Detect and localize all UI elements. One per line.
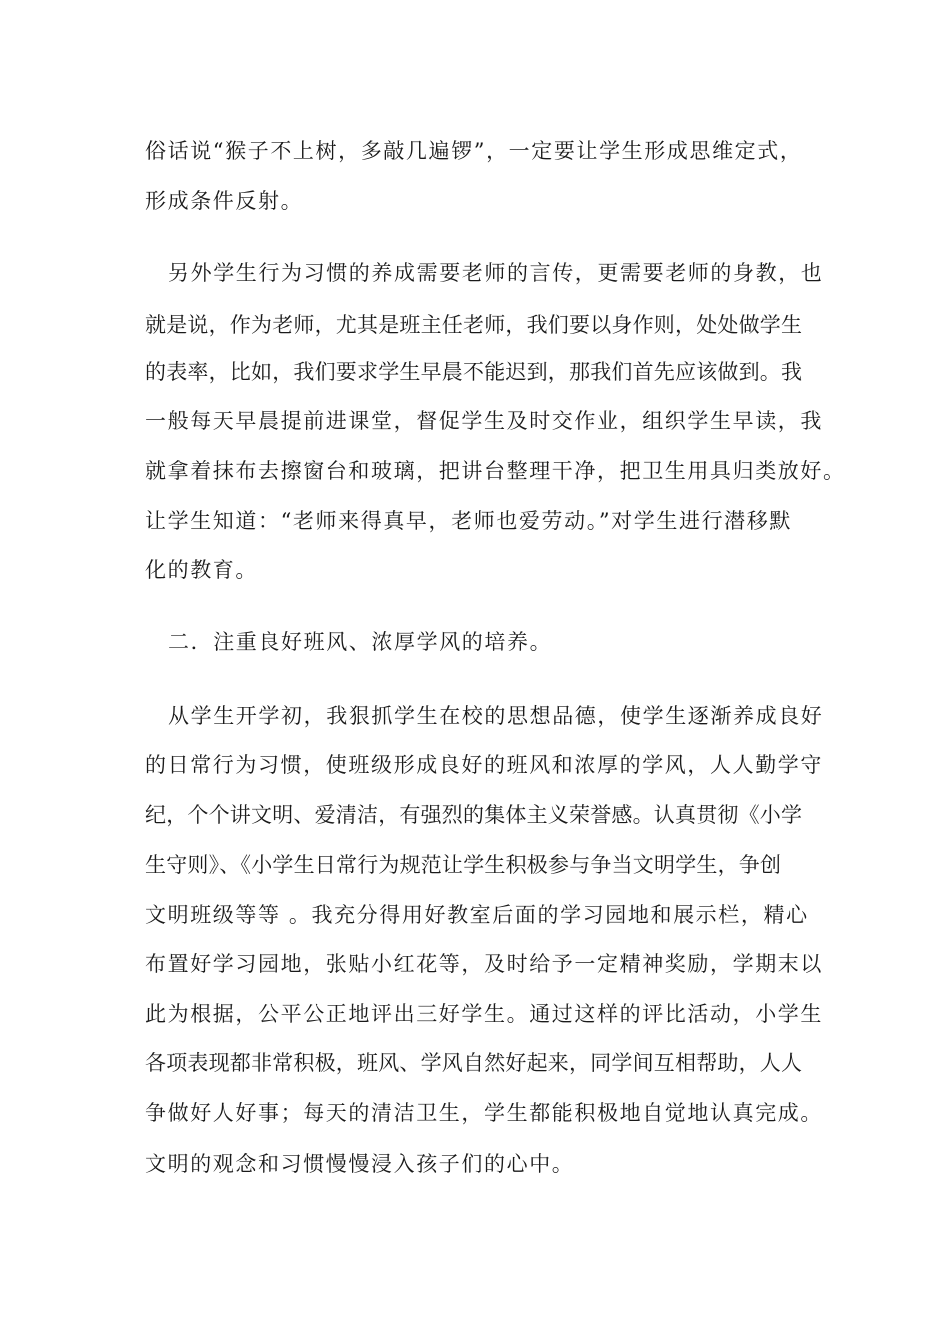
paragraph-3-line-1: 从学生开学初，我狠抓学生在校的思想品德，使学生逐渐养成良好 (168, 704, 824, 728)
section-heading: 二．注重良好班风、浓厚学风的培养。 (168, 630, 553, 654)
paragraph-3-line-2: 的日常行为习惯，使班级形成良好的班风和浓厚的学风，人人勤学守 (145, 753, 823, 777)
paragraph-2-line-2: 就是说，作为老师，尤其是班主任老师，我们要以身作则，处处做学生 (145, 313, 803, 337)
paragraph-3-line-7: 此为根据，公平公正地评出三好学生。通过这样的评比活动，小学生 (145, 1002, 823, 1026)
paragraph-3-line-4: 生守则》、《小学生日常行为规范让学生积极参与争当文明学生，争创 (145, 853, 782, 877)
paragraph-3-line-9: 争做好人好事；每天的清洁卫生，学生都能积极地自觉地认真完成。 (145, 1101, 823, 1125)
paragraph-2-line-7: 化的教育。 (145, 558, 258, 582)
paragraph-1-line-1: 俗话说“猴子不上树，多敲几遍锣”，一定要让学生形成思维定式， (145, 139, 803, 163)
paragraph-3-line-10: 文明的观念和习惯慢慢浸入孩子们的心中。 (145, 1152, 575, 1176)
paragraph-2-line-1: 另外学生行为习惯的养成需要老师的言传，更需要老师的身教，也 (168, 261, 824, 285)
paragraph-3-line-6: 布置好学习园地，张贴小红花等，及时给予一定精神奖励，学期末以 (145, 952, 823, 976)
paragraph-2-line-5: 就拿着抹布去擦窗台和玻璃，把讲台整理干净，把卫生用具归类放好。 (145, 459, 846, 483)
paragraph-3-line-5: 文明班级等等 。我充分得用好教室后面的学习园地和展示栏，精心 (145, 903, 809, 927)
paragraph-3-line-8: 各项表现都非常积极，班风、学风自然好起来，同学间互相帮助，人人 (145, 1051, 803, 1075)
paragraph-2-line-6: 让学生知道：“老师来得真早，老师也爱劳动。”对学生进行潜移默 (145, 509, 792, 533)
paragraph-2-line-3: 的表率，比如，我们要求学生早晨不能迟到，那我们首先应该做到。我 (145, 360, 803, 384)
paragraph-2-line-4: 一般每天早晨提前进课堂，督促学生及时交作业，组织学生早读，我 (145, 409, 823, 433)
paragraph-1-line-2: 形成条件反射。 (145, 189, 304, 213)
paragraph-3-line-3: 纪，个个讲文明、爱清洁，有强烈的集体主义荣誉感。认真贯彻《小学 (145, 803, 803, 827)
